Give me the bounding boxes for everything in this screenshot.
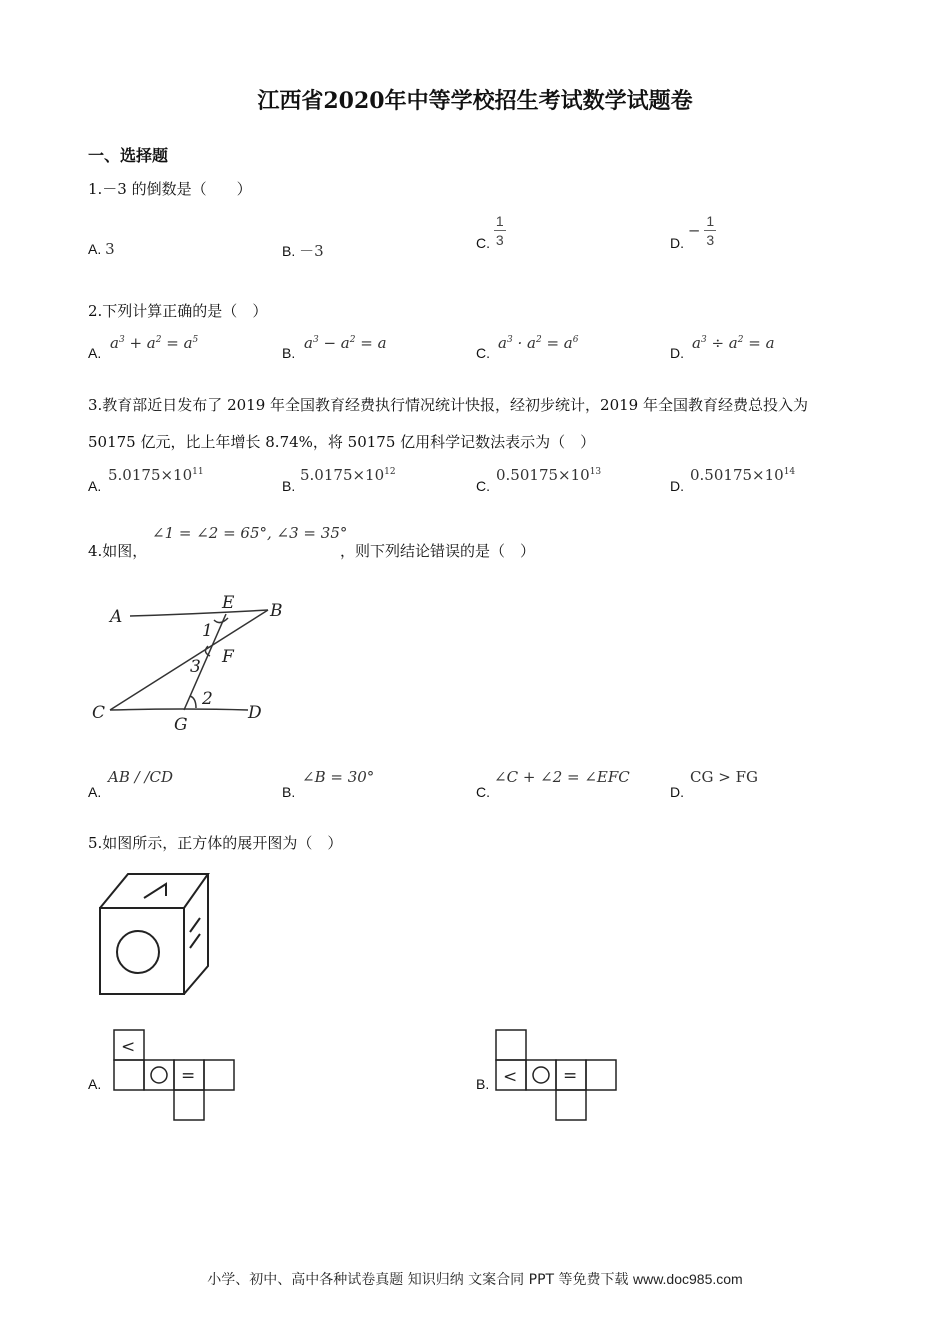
q2-option-b-label: B. bbox=[282, 345, 296, 361]
q1-option-c-denominator: 3 bbox=[495, 232, 504, 248]
q3-option-b-exponent: 12 bbox=[384, 467, 396, 477]
label-c: C bbox=[92, 703, 106, 723]
q2-option-d-math: $a^3 \div a^2 = a$ bbox=[692, 334, 775, 352]
q4-option-b-math: ∠B = 30° bbox=[302, 768, 375, 786]
net-b-circle-mark bbox=[533, 1067, 549, 1083]
q3-option-d-base: 0.50175×10 bbox=[690, 466, 784, 484]
section-heading: 一、选择题 bbox=[88, 146, 169, 165]
q3-option-a-label: A. bbox=[88, 478, 102, 494]
q3-option-c-math bbox=[496, 466, 601, 484]
question-3-stem-line-1: 3.教育部近日发布了 2019 年全国教育经费执行情况统计快报，经初步统计，2019 年全国教育经费总投入为 bbox=[88, 396, 808, 414]
q2-option-d-label: D. bbox=[670, 345, 684, 361]
q1-option-d-numerator: 1 bbox=[706, 213, 715, 229]
q2-option-c-math: $a^3 \cdot a^2 = a^6$ bbox=[498, 334, 579, 352]
page-footer bbox=[0, 1269, 950, 1289]
q1-option-a-label: A. bbox=[88, 241, 102, 257]
q3-option-c-exponent: 13 bbox=[589, 467, 602, 477]
cube-front-face bbox=[100, 908, 184, 994]
q1-option-b bbox=[282, 240, 324, 261]
q2-option-a-math: $a^3 + a^2 = a^5$ bbox=[110, 334, 199, 352]
net-b-eq-mark: = bbox=[563, 1066, 578, 1086]
q4-option-a-math: AB / /CD bbox=[108, 768, 174, 786]
line-cd bbox=[110, 709, 248, 710]
cube-circle-mark bbox=[117, 931, 159, 973]
net-b-lt-mark: < bbox=[503, 1067, 518, 1087]
question-2-stem: 2.下列计算正确的是（ ） bbox=[88, 302, 268, 320]
label-angle-1: 1 bbox=[202, 621, 213, 641]
net-b-square-2 bbox=[526, 1060, 556, 1090]
label-b: B bbox=[270, 601, 283, 621]
label-angle-3: 3 bbox=[190, 657, 201, 677]
q2-option-c-label: C. bbox=[476, 345, 490, 361]
q3-option-b-math bbox=[300, 466, 396, 484]
q5-option-a-net bbox=[110, 1026, 250, 1126]
q3-option-d-exponent: 14 bbox=[783, 467, 796, 477]
q1-option-c bbox=[476, 212, 506, 252]
net-b-square-4 bbox=[586, 1060, 616, 1090]
q4-option-d-math: CG > FG bbox=[690, 768, 758, 786]
q5-option-b-label: B. bbox=[476, 1076, 490, 1092]
net-a-eq-mark: = bbox=[181, 1066, 196, 1086]
q3-option-a-base: 5.0175×10 bbox=[108, 466, 193, 484]
cube-equal-mark bbox=[190, 918, 200, 948]
angle-2-arc bbox=[190, 696, 196, 708]
net-a-lt-mark: < bbox=[121, 1037, 136, 1057]
q3-option-c-label: C. bbox=[476, 478, 490, 494]
q1-option-a bbox=[88, 240, 115, 258]
question-4-stem-math: ∠1 = ∠2 = 65°, ∠3 = 35° bbox=[152, 524, 348, 542]
q1-option-d bbox=[670, 212, 716, 252]
q1-option-c-numerator: 1 bbox=[495, 213, 504, 229]
q4-option-d-label: D. bbox=[670, 784, 684, 800]
page-title: 江西省2020年中等学校招生考试数学试题卷 bbox=[257, 88, 693, 114]
footer-text: 小学、初中、高中各种试卷真题 知识归纳 文案合同 PPT 等免费下载 bbox=[207, 1272, 629, 1288]
q3-option-b-label: B. bbox=[282, 478, 296, 494]
q1-option-d-sign: − bbox=[687, 221, 701, 240]
q2-option-b-math: $a^3 - a^2 = a$ bbox=[304, 334, 387, 352]
q3-option-a-math bbox=[108, 466, 204, 484]
question-3-stem-line-2: 50175 亿元，比上年增长 8.74%，将 50175 亿用科学记数法表示为（ ） bbox=[88, 433, 596, 451]
q1-option-d-label: D. bbox=[670, 235, 684, 252]
label-f: F bbox=[222, 647, 234, 667]
q1-option-a-value: 3 bbox=[105, 240, 115, 258]
q3-option-d-label: D. bbox=[670, 478, 684, 494]
net-a-circle-mark bbox=[151, 1067, 167, 1083]
q4-option-a-label: A. bbox=[88, 784, 102, 800]
label-angle-2: 2 bbox=[202, 689, 213, 709]
net-b-square-top bbox=[496, 1030, 526, 1060]
q3-option-b-base: 5.0175×10 bbox=[300, 466, 385, 484]
question-4-stem-prefix: 4.如图， bbox=[88, 542, 148, 560]
net-a-square-4 bbox=[204, 1060, 234, 1090]
label-d: D bbox=[248, 703, 262, 723]
q1-option-c-fraction bbox=[494, 212, 506, 249]
q4-option-c-label: C. bbox=[476, 784, 490, 800]
net-a-square-bottom bbox=[174, 1090, 204, 1120]
q1-option-b-value: －3 bbox=[299, 242, 324, 260]
angle-1-arc bbox=[214, 618, 228, 623]
q1-option-d-fraction bbox=[704, 212, 716, 249]
label-a: A bbox=[110, 607, 123, 627]
q1-option-d-denominator: 3 bbox=[706, 232, 715, 248]
label-e: E bbox=[222, 593, 235, 613]
q3-option-a-exponent: 11 bbox=[192, 467, 204, 477]
q4-option-c-math: ∠C + ∠2 = ∠EFC bbox=[494, 768, 630, 786]
question-1-stem: 1.－3 的倒数是（ ） bbox=[88, 180, 252, 198]
q2-option-a-label: A. bbox=[88, 345, 102, 361]
question-5-stem: 5.如图所示，正方体的展开图为（ ） bbox=[88, 834, 343, 852]
net-a-square-1 bbox=[114, 1060, 144, 1090]
line-cb bbox=[110, 610, 268, 710]
footer-link[interactable]: www.doc985.com bbox=[632, 1271, 743, 1287]
cube-angle-mark bbox=[144, 884, 166, 898]
question-4-stem-suffix: ，则下列结论错误的是（ ） bbox=[340, 542, 536, 560]
net-b-square-bottom bbox=[556, 1090, 586, 1120]
line-ab bbox=[130, 610, 268, 616]
label-g: G bbox=[174, 715, 188, 735]
q1-option-c-label: C. bbox=[476, 235, 490, 252]
net-a-square-2 bbox=[144, 1060, 174, 1090]
q4-geometry-figure bbox=[86, 586, 306, 736]
q5-cube-figure bbox=[92, 862, 222, 1000]
q5-option-a-label: A. bbox=[88, 1076, 102, 1092]
q3-option-c-base: 0.50175×10 bbox=[496, 466, 590, 484]
q4-option-b-label: B. bbox=[282, 784, 296, 800]
q3-option-d-math bbox=[690, 466, 795, 484]
q1-option-b-label: B. bbox=[282, 243, 296, 259]
q5-option-b-net bbox=[492, 1026, 632, 1126]
